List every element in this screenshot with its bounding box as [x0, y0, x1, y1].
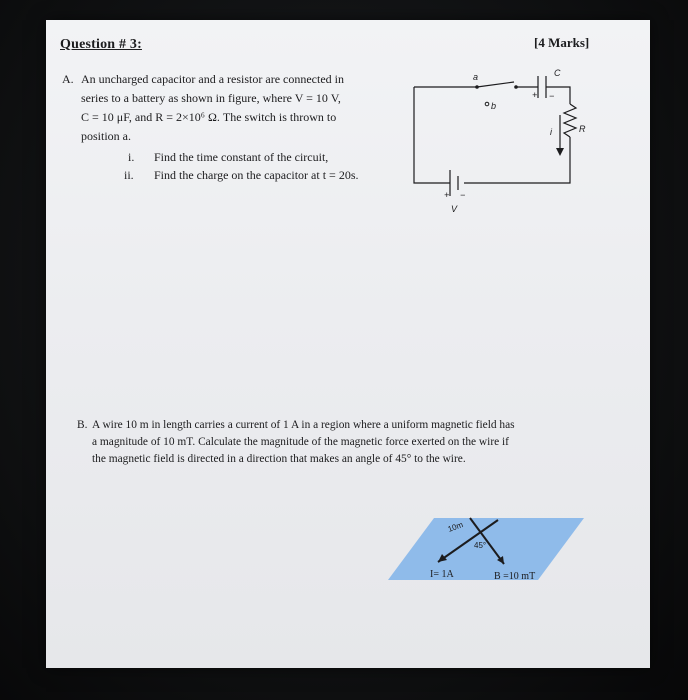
part-a-line: An uncharged capacitor and a resistor are connected in [81, 72, 344, 86]
field-label: B =10 mT [494, 571, 536, 582]
label-b: b [491, 101, 497, 111]
wire-field-diagram [46, 20, 650, 668]
label-minus: − [549, 91, 555, 101]
label-i: i [550, 127, 552, 137]
label-a: a [473, 72, 479, 82]
label-c: C [554, 68, 561, 78]
length-label: 10m [446, 520, 465, 534]
question-title: Question # 3: [60, 37, 142, 52]
label-plus: + [444, 190, 450, 200]
part-a-line: position a. [81, 129, 131, 143]
subquestion-text: Find the charge on the capacitor at t = 20s. [154, 168, 359, 182]
part-b-line: a magnitude of 10 mT. Calculate the magnitude of the magnetic force exerted on the wire if [92, 436, 509, 448]
label-minus: − [460, 190, 466, 200]
part-b-line: A wire 10 m in length carries a current of 1 A in a region where a uniform magnetic field has [92, 419, 515, 431]
part-a-label: A. [62, 72, 74, 86]
part-a-line: series to a battery as shown in figure, where V = 10 V, [81, 91, 341, 105]
document-page [46, 20, 650, 668]
marks-label: [4 Marks] [534, 35, 590, 50]
current-label: I= 1A [430, 569, 454, 580]
subquestion-text: Find the time constant of the circuit, [154, 150, 329, 164]
part-b-line: the magnetic field is directed in a direction that makes an angle of 45° to the wire. [92, 453, 466, 465]
subquestion-number: i. [128, 150, 135, 164]
subquestion-number: ii. [124, 168, 134, 182]
part-b-label: B. [77, 419, 88, 431]
label-v: V [451, 204, 458, 214]
label-plus: + [532, 90, 538, 100]
label-r: R [579, 124, 586, 134]
part-a-line: C = 10 μF, and R = 2×10⁶ Ω. The switch is thrown to [81, 110, 337, 124]
angle-label: 45° [474, 541, 487, 550]
